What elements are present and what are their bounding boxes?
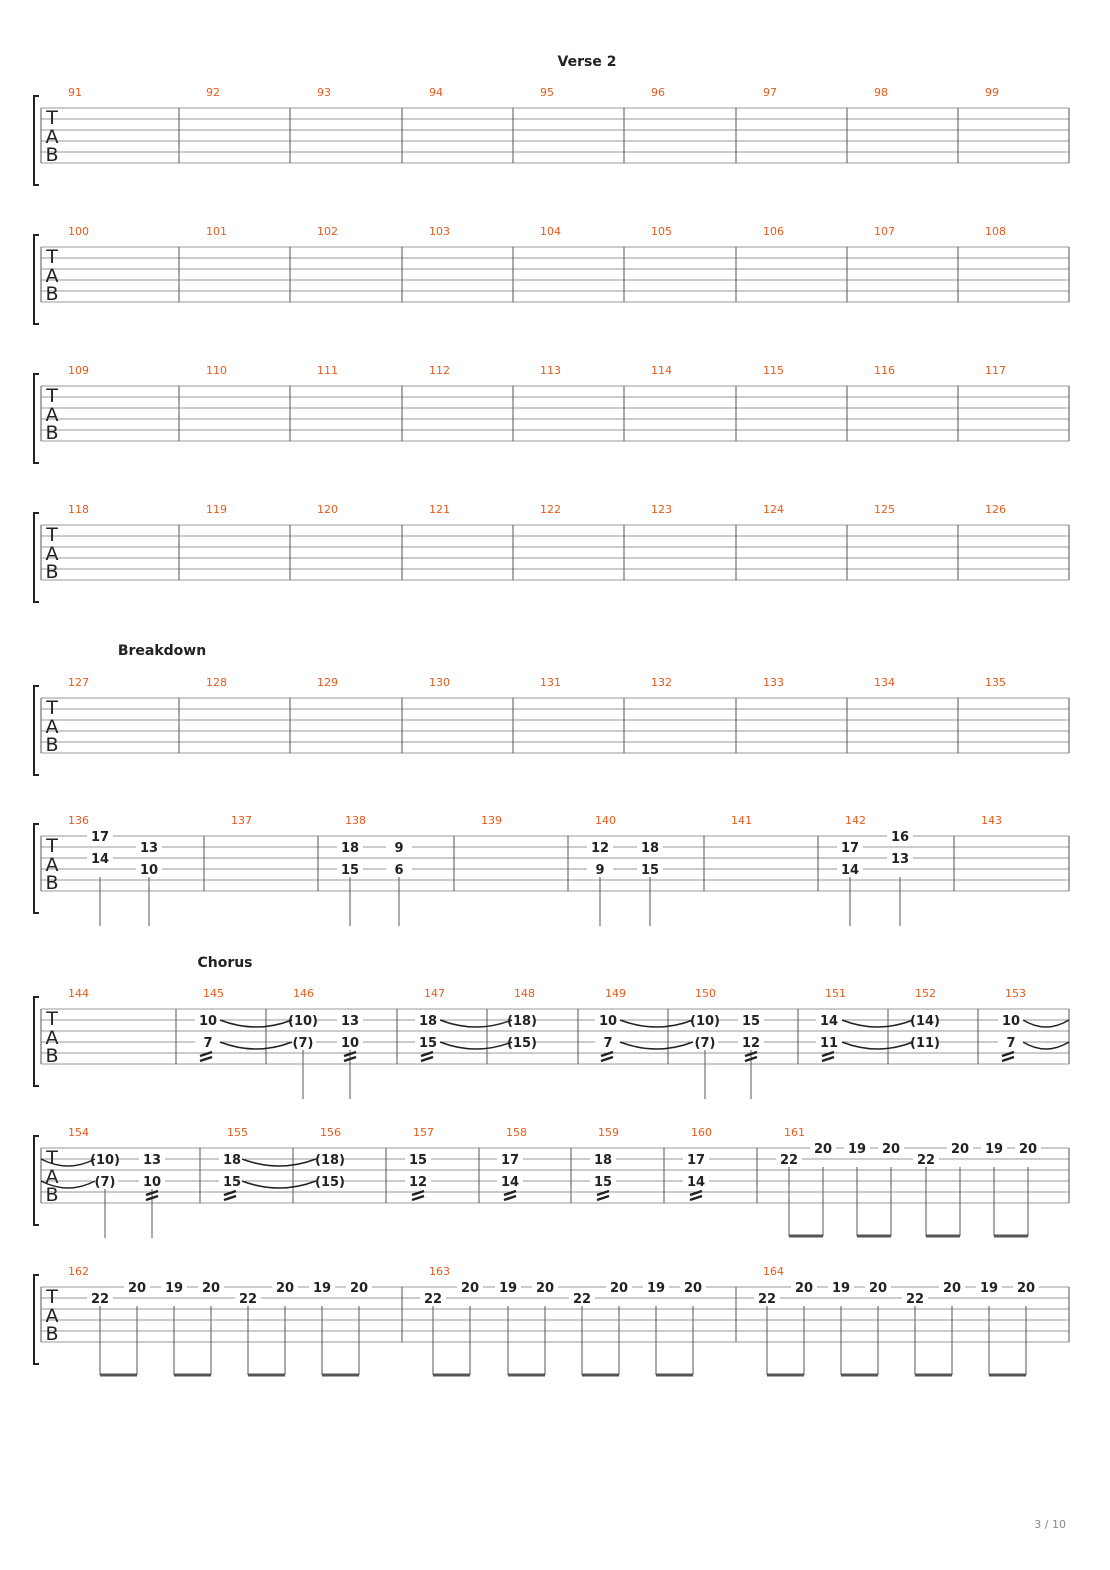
bar-number: 151	[825, 987, 846, 1000]
tremolo-mark	[1002, 1057, 1014, 1061]
tab-clef-b: B	[45, 561, 59, 583]
fret-number: 19	[979, 1281, 999, 1296]
system-bracket	[34, 513, 39, 602]
bar-number: 92	[206, 86, 220, 99]
bar-number: 102	[317, 225, 338, 238]
tab-clef-t: T	[46, 524, 58, 546]
bar-number: 114	[651, 364, 672, 377]
tab-clef-t: T	[46, 107, 58, 129]
bar-number: 164	[763, 1265, 784, 1278]
tab-clef-b: B	[45, 283, 59, 305]
bar-number: 96	[651, 86, 665, 99]
fret-number: 19	[831, 1281, 851, 1296]
system-bracket	[34, 824, 39, 913]
tie-arc	[842, 1042, 913, 1049]
bar-number: 113	[540, 364, 561, 377]
bar-number: 97	[763, 86, 777, 99]
bar-number: 111	[317, 364, 338, 377]
bar-number: 98	[874, 86, 888, 99]
fret-number: (15)	[315, 1175, 345, 1190]
tie-arc	[242, 1159, 316, 1166]
page-indicator: 3 / 10	[1034, 1518, 1066, 1531]
tab-clef-b: B	[45, 1045, 59, 1067]
fret-number: (10)	[690, 1014, 720, 1029]
tab-clef-b: B	[45, 422, 59, 444]
bar-number: 161	[784, 1126, 805, 1139]
fret-number: 10	[142, 1175, 162, 1190]
bar-number: 118	[68, 503, 89, 516]
fret-number: 17	[500, 1153, 520, 1168]
fret-number: 12	[408, 1175, 428, 1190]
fret-number: (15)	[507, 1036, 537, 1051]
fret-number: 20	[535, 1281, 555, 1296]
fret-number: 17	[90, 830, 110, 845]
tremolo-mark	[504, 1196, 516, 1200]
fret-number: 20	[868, 1281, 888, 1296]
tie-arc	[1023, 1020, 1069, 1027]
tab-clef-t: T	[46, 1147, 58, 1169]
fret-number: (10)	[288, 1014, 318, 1029]
fret-number: 22	[779, 1153, 799, 1168]
fret-number: 14	[686, 1175, 706, 1190]
bar-number: 105	[651, 225, 672, 238]
bar-number: 99	[985, 86, 999, 99]
bar-number: 154	[68, 1126, 89, 1139]
fret-number: (18)	[315, 1153, 345, 1168]
tab-clef-t: T	[46, 697, 58, 719]
fret-number: 18	[340, 841, 360, 856]
tie-arc	[842, 1020, 913, 1027]
fret-number: 15	[741, 1014, 761, 1029]
fret-number: 9	[394, 841, 404, 856]
bar-number: 119	[206, 503, 227, 516]
bar-number: 116	[874, 364, 895, 377]
bar-number: 91	[68, 86, 82, 99]
fret-number: 20	[609, 1281, 629, 1296]
tie-arc	[440, 1042, 512, 1049]
tremolo-mark	[822, 1057, 834, 1061]
fret-number: 15	[340, 863, 360, 878]
bar-number: 153	[1005, 987, 1026, 1000]
bar-number: 156	[320, 1126, 341, 1139]
bar-number: 112	[429, 364, 450, 377]
fret-number: 22	[572, 1292, 592, 1307]
fret-number: 20	[1018, 1142, 1038, 1157]
fret-number: 18	[640, 841, 660, 856]
fret-number: 7	[1006, 1036, 1016, 1051]
fret-number: 22	[757, 1292, 777, 1307]
bar-number: 159	[598, 1126, 619, 1139]
tab-clef-a: A	[45, 126, 59, 148]
bar-number: 133	[763, 676, 784, 689]
fret-number: 10	[139, 863, 159, 878]
bar-number: 104	[540, 225, 561, 238]
bar-number: 162	[68, 1265, 89, 1278]
fret-number: 19	[646, 1281, 666, 1296]
bar-number: 109	[68, 364, 89, 377]
bar-number: 95	[540, 86, 554, 99]
fret-number: 14	[500, 1175, 520, 1190]
bar-number: 125	[874, 503, 895, 516]
fret-number: 20	[942, 1281, 962, 1296]
tie-arc	[220, 1042, 292, 1049]
bar-number: 158	[506, 1126, 527, 1139]
fret-number: 20	[950, 1142, 970, 1157]
tie-arc	[220, 1020, 292, 1027]
fret-number: 7	[603, 1036, 613, 1051]
bar-number: 152	[915, 987, 936, 1000]
bar-number: 163	[429, 1265, 450, 1278]
tie-arc	[440, 1020, 512, 1027]
system-bracket	[34, 686, 39, 775]
bar-number: 155	[227, 1126, 248, 1139]
bar-number: 142	[845, 814, 866, 827]
tremolo-mark	[200, 1057, 212, 1061]
bar-number: 144	[68, 987, 89, 1000]
system-bracket	[34, 96, 39, 185]
fret-number: 7	[203, 1036, 213, 1051]
bar-number: 110	[206, 364, 227, 377]
bar-number: 117	[985, 364, 1006, 377]
fret-number: 22	[916, 1153, 936, 1168]
fret-number: 18	[418, 1014, 438, 1029]
fret-number: 20	[275, 1281, 295, 1296]
tab-clef-b: B	[45, 872, 59, 894]
tie-arc	[242, 1181, 316, 1188]
bar-number: 135	[985, 676, 1006, 689]
system-bracket	[34, 235, 39, 324]
bar-number: 124	[763, 503, 784, 516]
bar-number: 149	[605, 987, 626, 1000]
system-bracket	[34, 997, 39, 1086]
fret-number: 19	[498, 1281, 518, 1296]
bar-number: 101	[206, 225, 227, 238]
bar-number: 127	[68, 676, 89, 689]
bar-number: 122	[540, 503, 561, 516]
bar-number: 115	[763, 364, 784, 377]
fret-number: (7)	[292, 1036, 314, 1051]
fret-number: 22	[905, 1292, 925, 1307]
tab-clef-a: A	[45, 1027, 59, 1049]
tab-clef-b: B	[45, 1323, 59, 1345]
bar-number: 138	[345, 814, 366, 827]
bar-number: 148	[514, 987, 535, 1000]
tie-arc	[620, 1020, 693, 1027]
tab-clef-b: B	[45, 1184, 59, 1206]
tremolo-mark	[224, 1196, 236, 1200]
system-bracket	[34, 1275, 39, 1364]
tab-clef-a: A	[45, 1166, 59, 1188]
bar-number: 128	[206, 676, 227, 689]
fret-number: 17	[840, 841, 860, 856]
fret-number: 18	[222, 1153, 242, 1168]
tremolo-mark	[690, 1196, 702, 1200]
fret-number: (18)	[507, 1014, 537, 1029]
bar-number: 137	[231, 814, 252, 827]
tab-clef-t: T	[46, 1008, 58, 1030]
fret-number: 10	[598, 1014, 618, 1029]
tab-clef-a: A	[45, 543, 59, 565]
fret-number: 13	[340, 1014, 360, 1029]
tab-clef-t: T	[46, 1286, 58, 1308]
fret-number: 22	[423, 1292, 443, 1307]
bar-number: 100	[68, 225, 89, 238]
bar-number: 103	[429, 225, 450, 238]
fret-number: 11	[819, 1036, 839, 1051]
tab-clef-a: A	[45, 854, 59, 876]
fret-number: 13	[890, 852, 910, 867]
bar-number: 160	[691, 1126, 712, 1139]
bar-number: 139	[481, 814, 502, 827]
tab-clef-a: A	[45, 265, 59, 287]
system-bracket	[34, 1136, 39, 1225]
fret-number: 22	[90, 1292, 110, 1307]
fret-number: 19	[164, 1281, 184, 1296]
bar-number: 146	[293, 987, 314, 1000]
fret-number: 14	[840, 863, 860, 878]
fret-number: 9	[595, 863, 605, 878]
fret-number: 20	[460, 1281, 480, 1296]
bar-number: 147	[424, 987, 445, 1000]
section-title: Chorus	[197, 955, 253, 971]
fret-number: 13	[139, 841, 159, 856]
fret-number: 10	[340, 1036, 360, 1051]
fret-number: 19	[847, 1142, 867, 1157]
fret-number: 15	[222, 1175, 242, 1190]
section-title: Verse 2	[557, 54, 617, 70]
tab-clef-a: A	[45, 404, 59, 426]
bar-number: 107	[874, 225, 895, 238]
fret-number: 6	[394, 863, 404, 878]
fret-number: 20	[1016, 1281, 1036, 1296]
fret-number: (14)	[910, 1014, 940, 1029]
bar-number: 150	[695, 987, 716, 1000]
tremolo-mark	[597, 1196, 609, 1200]
fret-number: 16	[890, 830, 910, 845]
bar-number: 141	[731, 814, 752, 827]
bar-number: 106	[763, 225, 784, 238]
tab-clef-t: T	[46, 246, 58, 268]
fret-number: 15	[593, 1175, 613, 1190]
fret-number: 20	[683, 1281, 703, 1296]
fret-number: 13	[142, 1153, 162, 1168]
tab-clef-b: B	[45, 734, 59, 756]
bar-number: 126	[985, 503, 1006, 516]
bar-number: 120	[317, 503, 338, 516]
section-title: Breakdown	[117, 643, 207, 659]
tab-clef-a: A	[45, 1305, 59, 1327]
tremolo-mark	[601, 1057, 613, 1061]
fret-number: 10	[198, 1014, 218, 1029]
tab-clef-a: A	[45, 716, 59, 738]
bar-number: 123	[651, 503, 672, 516]
tremolo-mark	[412, 1196, 424, 1200]
fret-number: (7)	[694, 1036, 716, 1051]
fret-number: 20	[813, 1142, 833, 1157]
tremolo-mark	[421, 1057, 433, 1061]
bar-number: 130	[429, 676, 450, 689]
fret-number: 20	[881, 1142, 901, 1157]
bar-number: 136	[68, 814, 89, 827]
fret-number: 19	[984, 1142, 1004, 1157]
bar-number: 94	[429, 86, 443, 99]
fret-number: 15	[408, 1153, 428, 1168]
fret-number: 12	[590, 841, 610, 856]
fret-number: 12	[741, 1036, 761, 1051]
fret-number: 18	[593, 1153, 613, 1168]
fret-number: 15	[418, 1036, 438, 1051]
bar-number: 108	[985, 225, 1006, 238]
bar-number: 93	[317, 86, 331, 99]
bar-number: 129	[317, 676, 338, 689]
bar-number: 140	[595, 814, 616, 827]
fret-number: 15	[640, 863, 660, 878]
fret-number: 22	[238, 1292, 258, 1307]
bar-number: 132	[651, 676, 672, 689]
fret-number: 20	[794, 1281, 814, 1296]
fret-number: 14	[90, 852, 110, 867]
fret-number: (11)	[910, 1036, 940, 1051]
bar-number: 131	[540, 676, 561, 689]
system-bracket	[34, 374, 39, 463]
fret-number: 14	[819, 1014, 839, 1029]
fret-number: 17	[686, 1153, 706, 1168]
bar-number: 121	[429, 503, 450, 516]
fret-number: 20	[349, 1281, 369, 1296]
bar-number: 143	[981, 814, 1002, 827]
fret-number: 20	[127, 1281, 147, 1296]
fret-number: 10	[1001, 1014, 1021, 1029]
tab-clef-b: B	[45, 144, 59, 166]
fret-number: 19	[312, 1281, 332, 1296]
tab-clef-t: T	[46, 385, 58, 407]
tie-arc	[620, 1042, 693, 1049]
bar-number: 157	[413, 1126, 434, 1139]
tie-arc	[1023, 1042, 1069, 1049]
tab-clef-t: T	[46, 835, 58, 857]
fret-number: (10)	[90, 1153, 120, 1168]
fret-number: 20	[201, 1281, 221, 1296]
fret-number: (7)	[94, 1175, 116, 1190]
bar-number: 145	[203, 987, 224, 1000]
bar-number: 134	[874, 676, 895, 689]
